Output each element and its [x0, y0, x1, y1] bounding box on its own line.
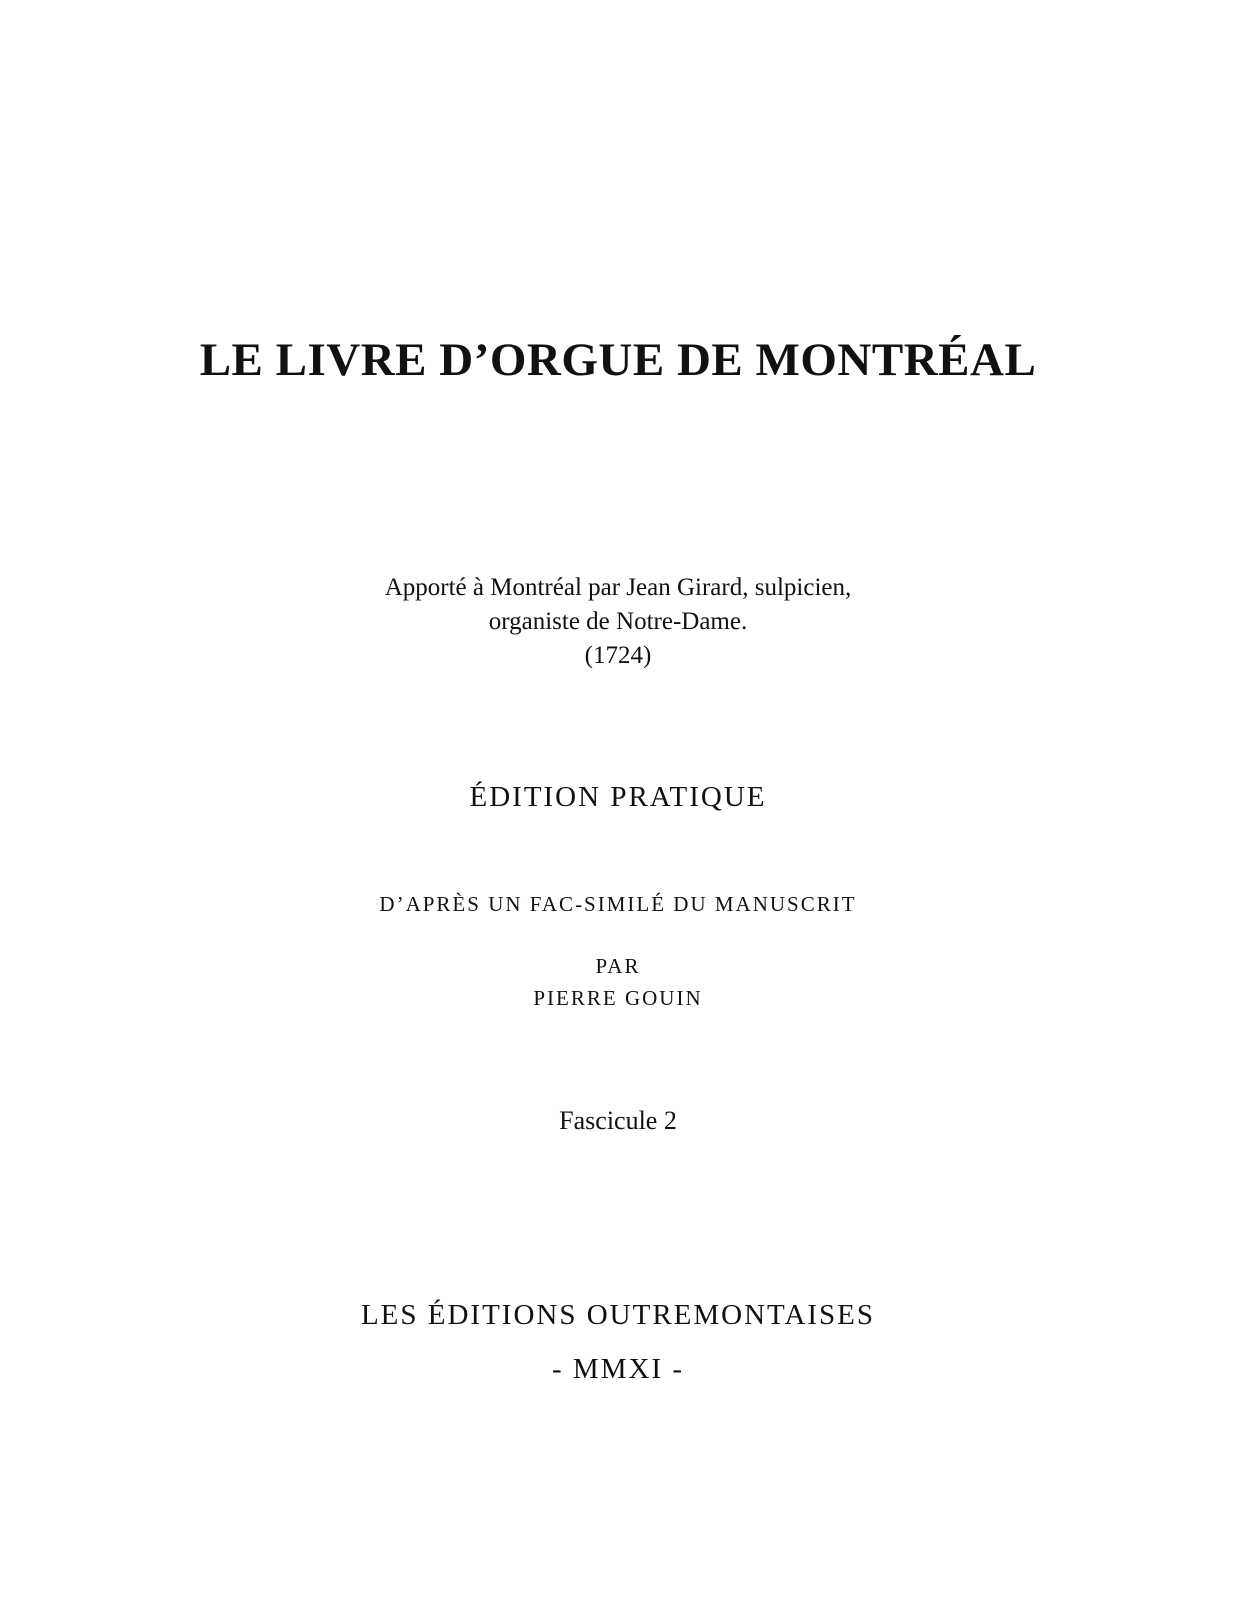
page-title: LE LIVRE D’ORGUE DE MONTRÉAL — [199, 334, 1037, 386]
publisher-name: LES ÉDITIONS OUTREMONTAISES — [360, 1299, 876, 1331]
subtitle-year: (1724) — [584, 642, 652, 669]
subtitle-line-1: Apporté à Montréal par Jean Girard, sulpicien, — [384, 574, 852, 601]
author-name: PIERRE GOUIN — [533, 986, 703, 1010]
by-label: PAR — [595, 954, 641, 978]
edition-heading: ÉDITION PRATIQUE — [469, 781, 767, 813]
publication-year: - MMXI - — [552, 1353, 684, 1385]
fascicule-label: Fascicule 2 — [559, 1106, 677, 1135]
subtitle-line-2: organiste de Notre-Dame. — [488, 608, 748, 635]
source-note: D’APRÈS UN FAC-SIMILÉ DU MANUSCRIT — [379, 892, 857, 916]
